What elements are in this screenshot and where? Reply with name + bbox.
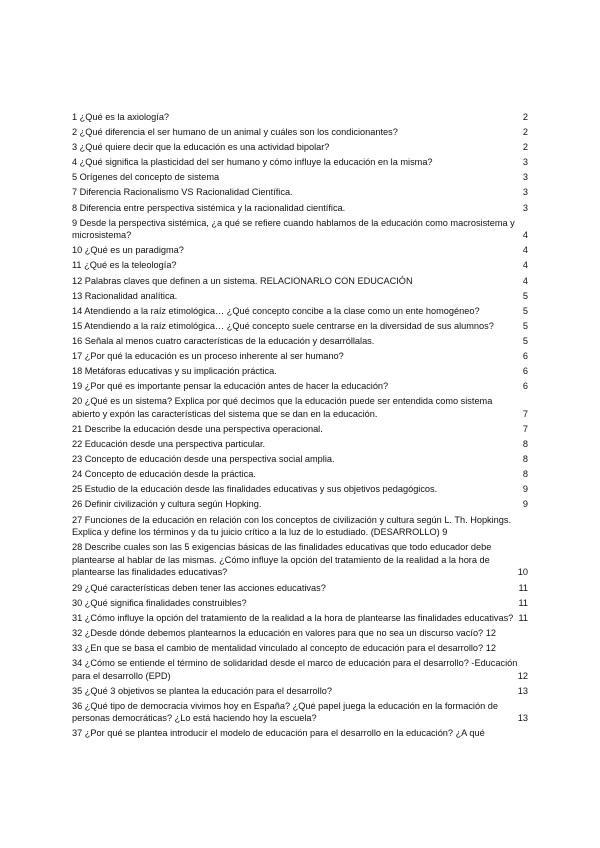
toc-entry-page-number: 9 bbox=[522, 499, 528, 510]
toc-entry[interactable] bbox=[72, 275, 528, 288]
toc-entry-page-number: 2 bbox=[522, 112, 528, 122]
toc-entry[interactable] bbox=[72, 498, 528, 511]
toc-entry[interactable] bbox=[72, 111, 528, 124]
toc-entry-title: 32 ¿Desde dónde debemos plantearnos la educación en valores para que no sea un discurso vacío? 12 bbox=[72, 627, 496, 638]
toc-entry-page-number: 9 bbox=[522, 484, 528, 495]
toc-entry-title: 1 ¿Qué es la axiología? bbox=[72, 112, 170, 122]
toc-entry[interactable] bbox=[72, 141, 528, 154]
toc-entry[interactable] bbox=[72, 483, 528, 496]
toc-entry[interactable] bbox=[72, 727, 528, 740]
toc-entry[interactable] bbox=[72, 395, 528, 420]
toc-entry-page-number: 5 bbox=[522, 335, 528, 346]
toc-entry-page-number: 5 bbox=[522, 320, 528, 331]
toc-entry-page-number: 8 bbox=[522, 469, 528, 480]
toc-entry-title: 20 ¿Qué es un sistema? Explica por qué decimos que la educación puede ser entendida como sistema abierto y expón las características del sistema que se dan en la educación. bbox=[72, 396, 493, 419]
toc-entry[interactable] bbox=[72, 423, 528, 436]
toc-entry-title: 3 ¿Qué quiere decir que la educación es una actividad bipolar? bbox=[72, 142, 330, 153]
table-of-contents bbox=[72, 111, 528, 743]
toc-entry[interactable] bbox=[72, 350, 528, 363]
toc-entry[interactable] bbox=[72, 514, 528, 539]
toc-entry-page-number: 2 bbox=[522, 127, 528, 138]
toc-entry-title: 23 Concepto de educación desde una perspectiva social amplia. bbox=[72, 454, 335, 465]
toc-entry-title: 16 Señala al menos cuatro características de la educación y desarróllalas. bbox=[72, 335, 375, 346]
toc-entry[interactable] bbox=[72, 320, 528, 333]
toc-entry[interactable] bbox=[72, 453, 528, 466]
toc-entry[interactable] bbox=[72, 202, 528, 215]
toc-entry[interactable] bbox=[72, 438, 528, 451]
toc-entry-page-number: 11 bbox=[518, 582, 528, 593]
toc-entry[interactable] bbox=[72, 171, 528, 184]
toc-entry[interactable] bbox=[72, 126, 528, 139]
toc-entry-page-number: 7 bbox=[522, 408, 528, 419]
toc-entry-title: 7 Diferencia Racionalismo VS Racionalidad Científica. bbox=[72, 187, 293, 198]
toc-entry-title: 15 Atendiendo a la raíz etimológica… ¿Qué concepto suele centrarse en la diversidad de sus alumnos? bbox=[72, 320, 494, 331]
toc-entry-title: 8 Diferencia entre perspectiva sistémica y la racionalidad científica. bbox=[72, 202, 346, 213]
toc-entry-page-number: 3 bbox=[522, 172, 528, 183]
toc-entry[interactable] bbox=[72, 541, 528, 579]
toc-entry-page-number: 6 bbox=[522, 366, 528, 377]
toc-entry-page-number: 5 bbox=[522, 305, 528, 316]
toc-entry[interactable] bbox=[72, 156, 528, 169]
toc-entry[interactable] bbox=[72, 468, 528, 481]
toc-entry-title: 22 Educación desde una perspectiva particular. bbox=[72, 439, 266, 450]
toc-entry-page-number: 8 bbox=[522, 454, 528, 465]
toc-entry-title: 19 ¿Por qué es importante pensar la educación antes de hacer la educación? bbox=[72, 381, 389, 392]
toc-entry[interactable] bbox=[72, 380, 528, 393]
toc-entry-page-number: 5 bbox=[522, 290, 528, 301]
toc-entry[interactable] bbox=[72, 657, 528, 682]
toc-entry-title: 35 ¿Qué 3 objetivos se plantea la educación para el desarrollo? bbox=[72, 685, 332, 696]
toc-entry-page-number: 7 bbox=[522, 423, 528, 434]
toc-entry-page-number: 3 bbox=[522, 202, 528, 213]
toc-entry-title: 14 Atendiendo a la raíz etimológica… ¿Qué concepto concibe a la clase como un ente homogéneo? bbox=[72, 305, 480, 316]
toc-entry[interactable] bbox=[72, 685, 528, 698]
toc-entry-title: 25 Estudio de la educación desde las finalidades educativas y sus objetivos pedagógicos. bbox=[72, 484, 438, 495]
toc-entry-title: 33 ¿En que se basa el cambio de mentalidad vinculado al concepto de educación para el desarrollo? 12 bbox=[72, 642, 496, 653]
toc-entry-page-number: 8 bbox=[522, 439, 528, 450]
toc-entry-title: 34 ¿Cómo se entiende el término de solidaridad desde el marco de educación para el desarrollo? -Educación para el desarrollo (EPD) bbox=[72, 657, 518, 681]
toc-entry-title: 26 Definir civilización y cultura según Hopking. bbox=[72, 499, 262, 510]
toc-entry-title: 17 ¿Por qué la educación es un proceso inherente al ser humano? bbox=[72, 351, 344, 361]
toc-entry-page-number: 4 bbox=[522, 275, 528, 286]
toc-entry-title: 29 ¿Qué características deben tener las acciones educativas? bbox=[72, 582, 326, 593]
toc-entry-title: 12 Palabras claves que definen a un sistema. RELACIONARLO CON EDUCACIÓN bbox=[72, 275, 413, 286]
toc-entry-page-number: 2 bbox=[522, 142, 528, 153]
toc-entry[interactable] bbox=[72, 642, 528, 655]
toc-entry-title: 4 ¿Qué significa la plasticidad del ser humano y cómo influye la educación en la misma? bbox=[72, 157, 433, 168]
toc-entry-title: 5 Orígenes del concepto de sistema bbox=[72, 172, 220, 183]
toc-entry[interactable] bbox=[72, 335, 528, 348]
toc-entry-page-number: 11 bbox=[518, 612, 528, 623]
toc-entry-page-number: 6 bbox=[522, 381, 528, 392]
toc-entry[interactable] bbox=[72, 627, 528, 640]
toc-entry-title: 18 Metáforas educativas y su implicación práctica. bbox=[72, 366, 277, 377]
toc-entry[interactable] bbox=[72, 259, 528, 272]
toc-entry-title: 13 Racionalidad analítica. bbox=[72, 290, 178, 301]
toc-entry-page-number: 4 bbox=[522, 230, 528, 241]
toc-entry[interactable] bbox=[72, 217, 528, 242]
toc-entry-page-number: 13 bbox=[517, 713, 528, 724]
toc-entry[interactable] bbox=[72, 612, 528, 625]
toc-entry-page-number: 10 bbox=[517, 567, 528, 578]
toc-entry-page-number: 13 bbox=[517, 685, 528, 696]
toc-entry-page-number: 4 bbox=[522, 245, 528, 256]
toc-entry[interactable] bbox=[72, 244, 528, 257]
toc-entry-page-number: 12 bbox=[517, 670, 528, 681]
toc-entry-title: 9 Desde la perspectiva sistémica, ¿a qué se refiere cuando hablamos de la educación como macrosistema y microsistema? bbox=[72, 217, 515, 241]
toc-entry-title: 36 ¿Qué tipo de democracia vivimos hoy en España? ¿Qué papel juega la educación en la formación de personas democráticas? ¿Lo está haciendo hoy la escuela? bbox=[72, 700, 498, 724]
toc-entry-title: 37 ¿Por qué se plantea introducir el modelo de educación para el desarrollo en la educación? ¿A qué bbox=[72, 728, 485, 739]
toc-entry[interactable] bbox=[72, 597, 528, 610]
toc-entry-page-number: 4 bbox=[522, 260, 528, 271]
toc-entry-title: 30 ¿Qué significa finalidades construibles? bbox=[72, 597, 247, 608]
toc-entry-title: 27 Funciones de la educación en relación con los conceptos de civilización y cultura según L. Th. Hopkings. Explica y define los términos y da tu juicio crítico a la luz de lo estudiado. (DESARROLLO) 9 bbox=[72, 514, 512, 538]
toc-entry-title: 21 Describe la educación desde una perspectiva operacional. bbox=[72, 423, 323, 434]
toc-entry-title: 10 ¿Qué es un paradigma? bbox=[72, 245, 184, 256]
toc-entry-title: 31 ¿Cómo influye la opción del tratamiento de la realidad a la hora de plantearse las finalidades educativas? bbox=[72, 612, 514, 623]
toc-entry-title: 11 ¿Qué es la teleología? bbox=[72, 260, 177, 271]
toc-entry-page-number: 6 bbox=[522, 351, 528, 361]
toc-entry-title: 2 ¿Qué diferencia el ser humano de un animal y cuáles son los condicionantes? bbox=[72, 127, 398, 138]
toc-entry[interactable] bbox=[72, 186, 528, 199]
toc-entry[interactable] bbox=[72, 290, 528, 303]
toc-entry-page-number: 11 bbox=[518, 597, 528, 608]
toc-entry[interactable] bbox=[72, 700, 528, 725]
toc-entry[interactable] bbox=[72, 365, 528, 378]
toc-entry-page-number: 3 bbox=[522, 157, 528, 168]
toc-entry[interactable] bbox=[72, 582, 528, 595]
toc-entry-title: 28 Describe cuales son las 5 exigencias básicas de las finalidades educativas que todo educador debe plantearse al hablar de las mismas. ¿Cómo influye la opción del tratamiento de la realidad a la hora de plantearse las finalidades educativas? bbox=[72, 542, 492, 578]
toc-entry[interactable] bbox=[72, 305, 528, 318]
toc-entry-title: 24 Concepto de educación desde la práctica. bbox=[72, 469, 256, 480]
toc-entry-page-number: 3 bbox=[522, 187, 528, 198]
